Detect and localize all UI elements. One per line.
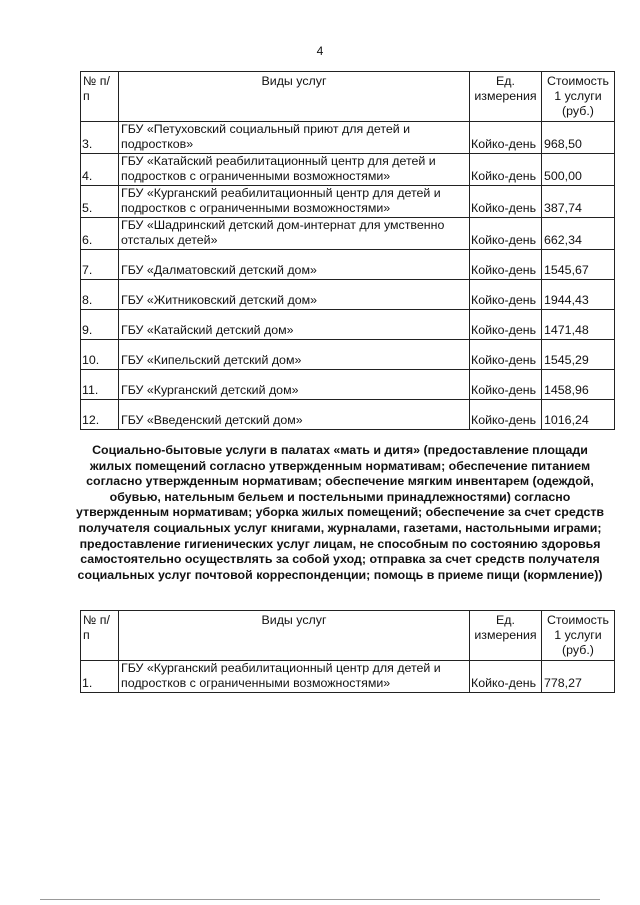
row-number: 9. (81, 310, 119, 340)
cost: 1545,29 (542, 340, 615, 370)
cost: 1016,24 (542, 400, 615, 430)
row-number: 1. (81, 661, 119, 693)
service-name: ГБУ «Курганский реабилитационный центр для детей и подростков с ограниченными возможностями» (119, 186, 470, 218)
table-row (81, 310, 615, 340)
row-number: 5. (81, 186, 119, 218)
service-name: ГБУ «Далматовский детский дом» (119, 250, 470, 280)
header-num: № п/п (81, 72, 119, 122)
row-number: 6. (81, 218, 119, 250)
service-name: ГБУ «Курганский реабилитационный центр для детей и подростков с ограниченными возможностями» (119, 661, 470, 693)
service-name: ГБУ «Катайский реабилитационный центр для детей и подростков с ограниченными возможностями» (119, 154, 470, 186)
table-row (81, 340, 615, 370)
row-number: 11. (81, 370, 119, 400)
cost: 662,34 (542, 218, 615, 250)
header-num: № п/п (81, 611, 119, 661)
header-unit: Ед. измерения (470, 72, 542, 122)
table-header-row (81, 72, 615, 122)
cost: 1944,43 (542, 280, 615, 310)
service-name: ГБУ «Петуховский социальный приют для детей и подростков» (119, 122, 470, 154)
tariff-table-1 (80, 71, 615, 430)
cost: 1471,48 (542, 310, 615, 340)
page-bottom-edge (40, 899, 600, 900)
table-row (81, 280, 615, 310)
unit: Койко-день (470, 370, 542, 400)
table-row (81, 661, 615, 693)
cost: 778,27 (542, 661, 615, 693)
row-number: 12. (81, 400, 119, 430)
service-name: ГБУ «Житниковский детский дом» (119, 280, 470, 310)
table-row (81, 370, 615, 400)
header-service: Виды услуг (119, 72, 470, 122)
header-cost: Стоимость 1 услуги (руб.) (542, 72, 615, 122)
header-service: Виды услуг (119, 611, 470, 661)
header-unit: Ед. измерения (470, 611, 542, 661)
header-cost: Стоимость 1 услуги (руб.) (542, 611, 615, 661)
service-name: ГБУ «Шадринский детский дом-интернат для умственно отсталых детей» (119, 218, 470, 250)
unit: Койко-день (470, 340, 542, 370)
service-name: ГБУ «Катайский детский дом» (119, 310, 470, 340)
table-row (81, 186, 615, 218)
cost: 968,50 (542, 122, 615, 154)
cost: 1458,96 (542, 370, 615, 400)
row-number: 4. (81, 154, 119, 186)
section-heading: Социально-бытовые услуги в палатах «мать и дитя» (предоставление площади жилых помещений согласно утвержденным нормативам; обеспечение питанием согласно утвержденным нормативам; обеспечение мягким инвентарем (одеждой, обувью, нательным бельем и постельными принадлежностями) согласно утвержденным нормативам; уборка жилых помещений; обеспечение за счет средств получателя социальных услуг книгами, журналами, газетами, настольными играми; предоставление гигиенических услуг лицам, не способным по состоянию здоровья самостоятельно осуществлять за собой уход; отправка за счет средств получателя социальных услуг почтовой корреспонденции; помощь в приеме пищи (кормление)) (75, 443, 605, 582)
cost: 387,74 (542, 186, 615, 218)
service-name: ГБУ «Курганский детский дом» (119, 370, 470, 400)
page-number: 4 (316, 44, 324, 58)
row-number: 7. (81, 250, 119, 280)
unit: Койко-день (470, 122, 542, 154)
table-row (81, 400, 615, 430)
row-number: 3. (81, 122, 119, 154)
unit: Койко-день (470, 154, 542, 186)
table-row (81, 122, 615, 154)
unit: Койко-день (470, 400, 542, 430)
service-name: ГБУ «Введенский детский дом» (119, 400, 470, 430)
unit: Койко-день (470, 280, 542, 310)
table-header-row (81, 611, 615, 661)
unit: Койко-день (470, 218, 542, 250)
table-row (81, 218, 615, 250)
table-row (81, 250, 615, 280)
unit: Койко-день (470, 186, 542, 218)
unit: Койко-день (470, 250, 542, 280)
unit: Койко-день (470, 310, 542, 340)
cost: 1545,67 (542, 250, 615, 280)
table-row (81, 154, 615, 186)
service-name: ГБУ «Кипельский детский дом» (119, 340, 470, 370)
cost: 500,00 (542, 154, 615, 186)
unit: Койко-день (470, 661, 542, 693)
row-number: 10. (81, 340, 119, 370)
row-number: 8. (81, 280, 119, 310)
tariff-table-2 (80, 610, 615, 693)
